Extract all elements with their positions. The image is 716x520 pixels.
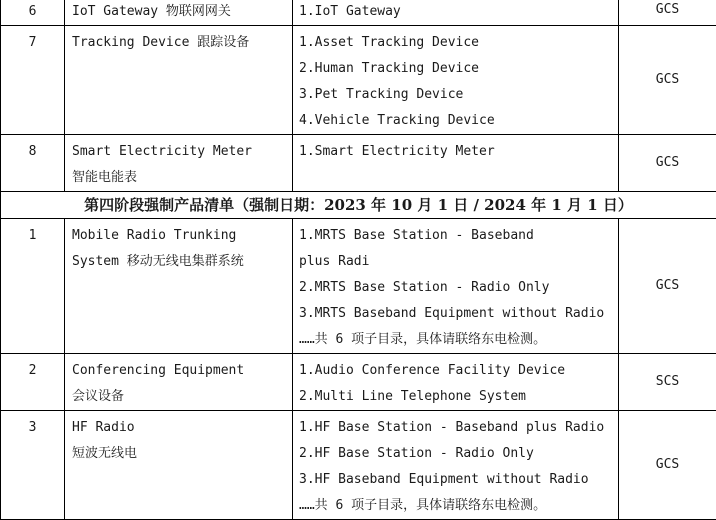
product-name-cell (65, 411, 293, 520)
product-name-cell (65, 219, 293, 354)
sub-item: 3.MRTS Baseband Equipment without Radio (299, 301, 618, 327)
product-name-line: System 移动无线电集群系统 (72, 249, 292, 275)
table-row (1, 135, 716, 192)
product-name-cell (65, 135, 293, 192)
product-name-line: 智能电能表 (72, 165, 292, 191)
product-name-cell (65, 354, 293, 411)
table-row (1, 354, 716, 411)
sub-item: 1.Asset Tracking Device (299, 30, 618, 56)
product-name-cell (65, 26, 293, 135)
sub-item: ……共 6 项子目录，具体请联络东电检测。 (299, 493, 618, 519)
table-body-top (1, 0, 716, 192)
sub-item: 2.MRTS Base Station - Radio Only (299, 275, 618, 301)
product-name-line: HF Radio (72, 415, 292, 441)
sub-item: 4.Vehicle Tracking Device (299, 108, 618, 134)
sub-item: 2.Human Tracking Device (299, 56, 618, 82)
table-row (1, 0, 716, 26)
certification-scheme: GCS (619, 411, 716, 520)
row-number: 8 (1, 135, 65, 192)
product-name-line: Smart Electricity Meter (72, 139, 292, 165)
sub-item: 3.Pet Tracking Device (299, 82, 618, 108)
row-number: 3 (1, 411, 65, 520)
certification-scheme: SCS (619, 354, 716, 411)
sub-items-cell (293, 135, 619, 192)
row-number: 6 (1, 0, 65, 26)
sub-items-cell (293, 219, 619, 354)
sub-items-cell (293, 354, 619, 411)
table-body-bottom (1, 219, 716, 520)
product-name-line: IoT Gateway 物联网网关 (72, 0, 292, 25)
sub-items-cell (293, 26, 619, 135)
product-name-line: Conferencing Equipment (72, 358, 292, 384)
sub-item: 2.HF Base Station - Radio Only (299, 441, 618, 467)
sub-items-cell (293, 411, 619, 520)
sub-item: ……共 6 项子目录，具体请联络东电检测。 (299, 327, 618, 353)
table-row (1, 26, 716, 135)
section-title: 第四阶段强制产品清单（强制日期：2023 年 10 月 1 日 / 2024 年 1 月 1 日） (1, 192, 716, 219)
row-number: 7 (1, 26, 65, 135)
sub-item: 1.IoT Gateway (299, 0, 618, 25)
product-name-line: 短波无线电 (72, 441, 292, 467)
section-header-row (1, 192, 716, 219)
certification-scheme: GCS (619, 219, 716, 354)
sub-item: 2.Multi Line Telephone System (299, 384, 618, 410)
table-row (1, 219, 716, 354)
row-number: 1 (1, 219, 65, 354)
row-number: 2 (1, 354, 65, 411)
sub-item: plus Radi (299, 249, 618, 275)
section-header-body (1, 192, 716, 219)
sub-item: 3.HF Baseband Equipment without Radio (299, 467, 618, 493)
sub-item: 1.MRTS Base Station - Baseband (299, 223, 618, 249)
certification-scheme: GCS (619, 0, 716, 26)
product-name-cell (65, 0, 293, 26)
product-name-line: Tracking Device 跟踪设备 (72, 30, 292, 56)
certification-scheme: GCS (619, 135, 716, 192)
sub-item: 1.Smart Electricity Meter (299, 139, 618, 165)
product-name-line: Mobile Radio Trunking (72, 223, 292, 249)
sub-item: 1.Audio Conference Facility Device (299, 358, 618, 384)
certification-scheme: GCS (619, 26, 716, 135)
sub-items-cell (293, 0, 619, 26)
table-row (1, 411, 716, 520)
product-name-line: 会议设备 (72, 384, 292, 410)
sub-item: 1.HF Base Station - Baseband plus Radio (299, 415, 618, 441)
